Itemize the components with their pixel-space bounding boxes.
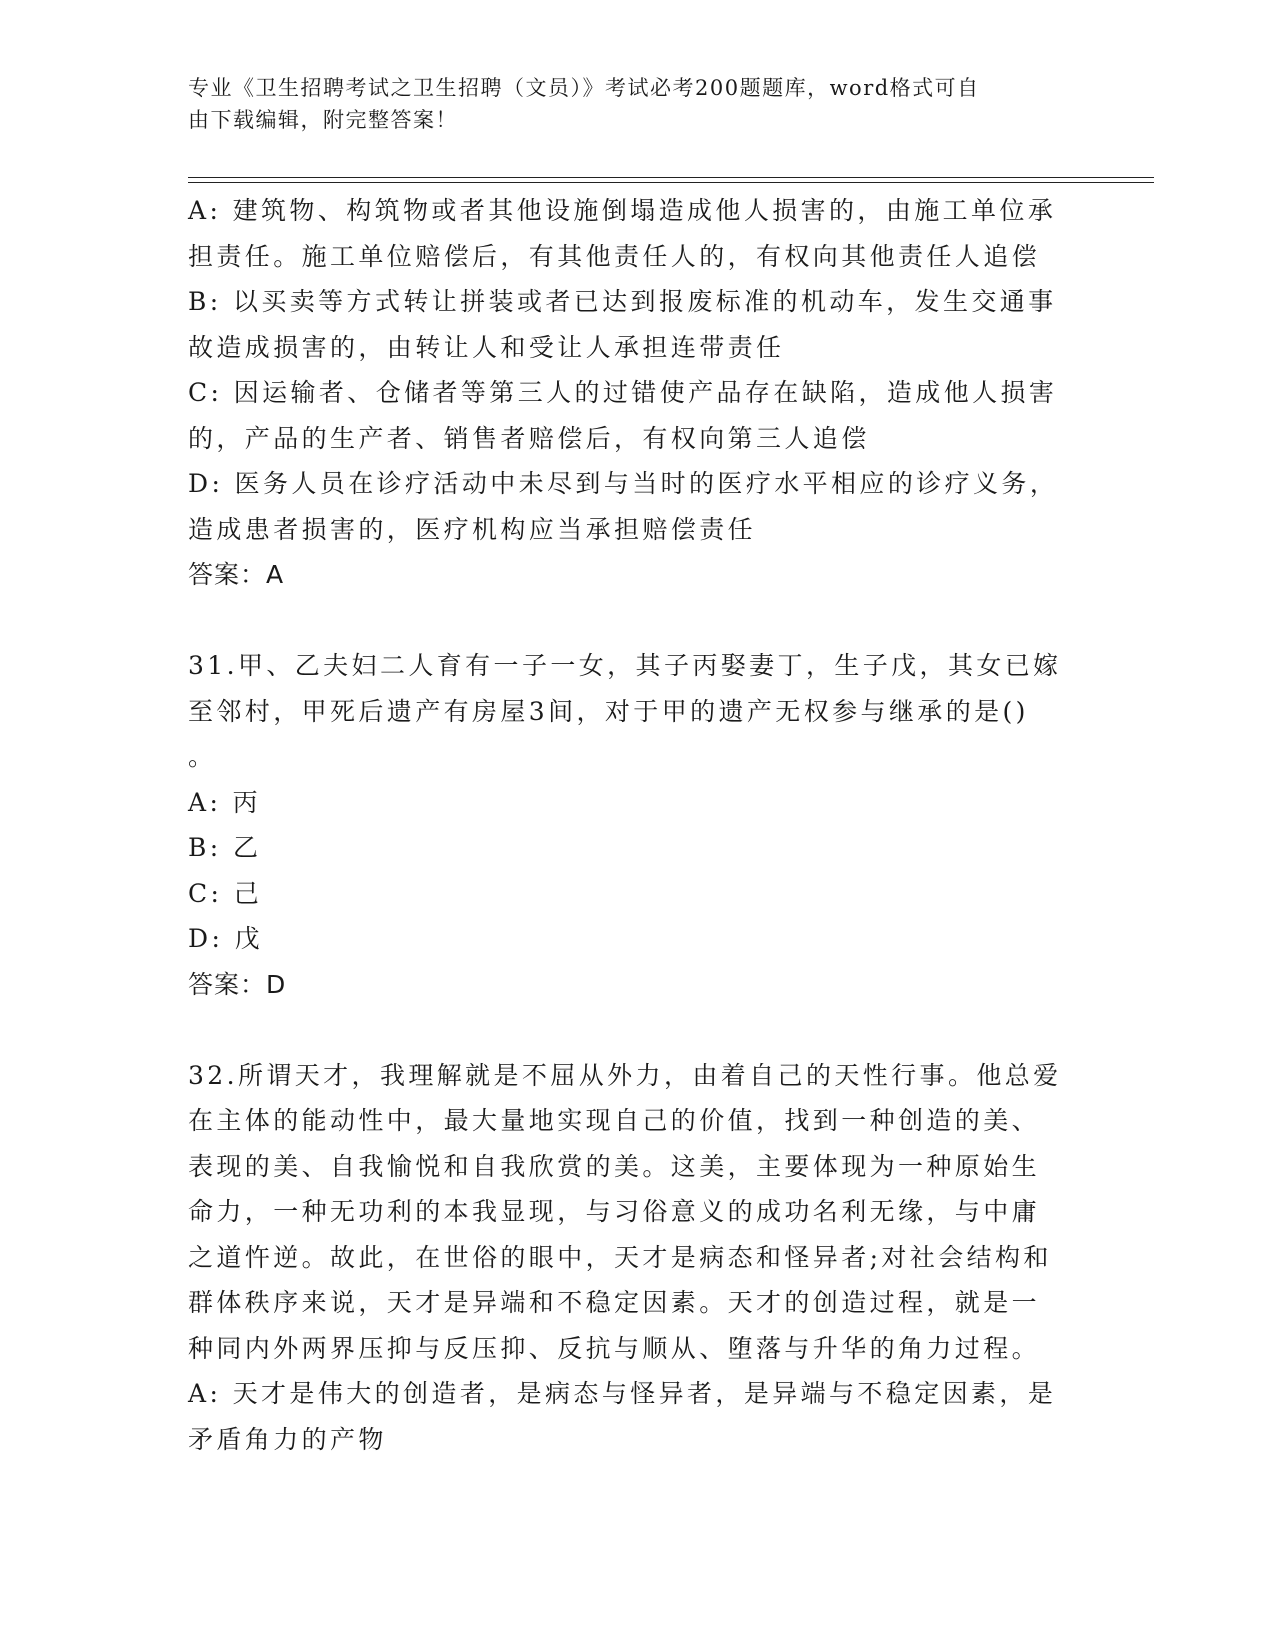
spacer [188,1007,1078,1053]
q31-option-b: B: 乙 [188,833,262,862]
q32-stem-line-1: 32.所谓天才，我理解就是不屈从外力，由着自己的天性行事。他总爱 [188,1060,1062,1090]
q31-stem-line-2: 至邻村，甲死后遗产有房屋3间，对于甲的遗产无权参与继承的是() [188,696,1029,726]
q32-option-a-line-1: A: 天才是伟大的创造者，是病态与怪异者，是异端与不稳定因素，是 [188,1379,1057,1408]
q30-option-c-line-1: C: 因运输者、仓储者等第三人的过错使产品存在缺陷，造成他人损害 [188,378,1058,407]
q31-option-c: C: 己 [188,878,263,908]
document-body [188,188,1078,1462]
question-31 [188,643,1078,1007]
q30-option-b-line-2: 故造成损害的，由转让人和受让人承担连带责任 [188,332,785,362]
header-divider-top [188,177,1154,178]
q32-stem-line-6: 群体秩序来说，天才是异端和不稳定因素。天才的创造过程，就是一 [188,1288,1041,1317]
q31-stem-line-3: 。 [188,742,217,771]
q31-option-d: D: 戊 [188,924,264,953]
q30-answer: 答案：A [188,560,285,589]
q32-option-a-line-2: 矛盾角力的产物 [188,1424,387,1454]
q31-stem-line-1: 31.甲、乙夫妇二人育有一子一女，其子丙娶妻丁，生子戊，其女已嫁 [188,651,1062,680]
document-header [188,72,1068,136]
q32-stem-line-4: 命力，一种无功利的本我显现，与习俗意义的成功名利无缘，与中庸 [188,1197,1041,1226]
q30-option-c-line-2: 的，产品的生产者、销售者赔偿后，有权向第三人追偿 [188,423,870,453]
header-title-line-1: 专业《卫生招聘考试之卫生招聘（文员）》考试必考200题题库，word格式可自 [188,76,980,100]
q30-option-d-line-2: 造成患者损害的，医疗机构应当承担赔偿责任 [188,514,757,544]
q32-stem-line-3: 表现的美、自我愉悦和自我欣赏的美。这美，主要体现为一种原始生 [188,1151,1041,1181]
q30-option-b-line-1: B: 以买卖等方式转让拼装或者已达到报废标准的机动车，发生交通事 [188,287,1057,316]
spacer [188,598,1078,644]
header-title-line-2: 由下载编辑，附完整答案！ [188,108,458,132]
q32-stem-line-7: 种同内外两界压抑与反压抑、反抗与顺从、堕落与升华的角力过程。 [188,1333,1041,1363]
q32-stem-line-2: 在主体的能动性中，最大量地实现自己的价值，找到一种创造的美、 [188,1106,1041,1135]
q32-stem-line-5: 之道忤逆。故此，在世俗的眼中，天才是病态和怪异者;对社会结构和 [188,1242,1052,1272]
question-30-options [188,188,1078,598]
q30-option-d-line-1: D: 医务人员在诊疗活动中未尽到与当时的医疗水平相应的诊疗义务， [188,469,1059,498]
q31-answer: 答案：D [188,969,287,999]
q31-option-a: A: 丙 [188,787,262,817]
q30-option-a-line-2: 担责任。施工单位赔偿后，有其他责任人的，有权向其他责任人追偿 [188,241,1041,271]
header-divider-bottom [188,182,1154,183]
q30-option-a-line-1: A: 建筑物、构筑物或者其他设施倒塌造成他人损害的，由施工单位承 [188,196,1057,225]
question-32 [188,1053,1078,1463]
